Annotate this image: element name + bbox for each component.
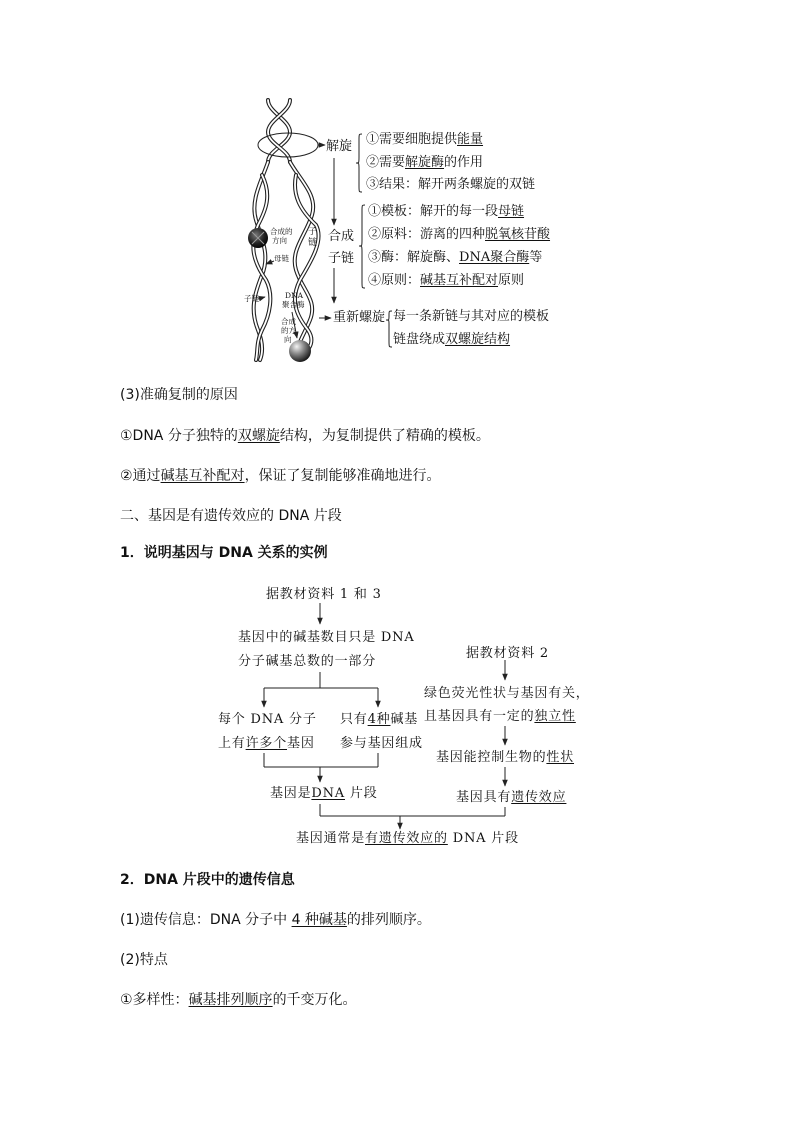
flow-keyword: 独立性 (534, 709, 576, 724)
accuracy-point (120, 469, 441, 483)
flow-base-fraction: 分子碱基总数的一部分 (238, 654, 377, 669)
flow-four-bases (340, 713, 418, 726)
flow-keyword: 4种 (367, 712, 391, 727)
flow-text: 基因 (287, 736, 315, 751)
line-text: ①多样性： (120, 992, 189, 1008)
flow-text: 基因能控制生物的 (436, 750, 547, 765)
point-text: ①DNA 分子独特的 (120, 428, 238, 444)
helix-label-direction: 向 (284, 335, 292, 344)
flow-conclusion (296, 832, 519, 845)
item-keyword: 能量 (457, 132, 484, 147)
item-text: 每一条新链与其对应的模板 (393, 309, 550, 324)
flow-keyword: 遗传效应 (511, 790, 567, 805)
flow-four-bases: 参与基因组成 (340, 736, 423, 751)
helix-label-direction: 合成的 (270, 227, 293, 236)
helix-label-direction: 方向 (272, 236, 287, 245)
point-text: ，保证了复制能够准确地进行。 (244, 468, 441, 484)
flow-base-fraction: 基因中的碱基数目只是 DNA (238, 630, 415, 645)
item-text: 链盘绕成 (393, 332, 446, 347)
flow-text: 上有 (218, 736, 246, 751)
item-text: ②需要 (366, 155, 406, 170)
unwinding-brace (356, 134, 362, 192)
flow-gfp-independence (424, 710, 576, 723)
flow-genetic-effect (456, 791, 566, 804)
helix-label-daughter-strand: 子 (308, 227, 318, 237)
helix-label-daughter-strand: 链 (308, 238, 318, 248)
point-text: 结构，为复制提供了精确的模板。 (279, 428, 490, 444)
synthesis-item (368, 228, 550, 241)
line-keyword: 4 种碱基 (291, 912, 347, 928)
flow-text: 基因是 (270, 786, 312, 801)
helix-label-dna-polymerase: 聚合酶 (282, 300, 305, 309)
item-text: ②原料：游离的四种 (368, 227, 486, 242)
helix-label-direction: 合成 (281, 317, 296, 326)
accuracy-heading: (3)准确复制的原因 (120, 387, 238, 403)
synthesis-item (368, 205, 524, 218)
item-text: 等 (529, 250, 543, 265)
item-keyword: 脱氧核苷酸 (485, 227, 551, 242)
flow-controls-traits (436, 751, 574, 764)
polymerase-sphere (289, 340, 311, 362)
unwinding-title: 解旋 (326, 139, 353, 154)
features-heading: (2)特点 (120, 952, 168, 968)
item-text: ①需要细胞提供 (366, 132, 458, 147)
item-text: 的作用 (444, 155, 484, 170)
unwinding-item (366, 133, 483, 146)
subheading: 2．DNA 片段中的遗传信息 (120, 872, 295, 888)
helix-label-parent-strand: 母链 (274, 254, 289, 263)
item-text: ④原则： (368, 273, 421, 288)
flow-source-1-3: 据教材资料 1 和 3 (266, 587, 382, 602)
flow-gfp-independence: 绿色荧光性状与基因有关， (424, 686, 590, 701)
accuracy-point (120, 429, 490, 443)
unwinding-item (366, 156, 483, 169)
synthesis-brace (359, 205, 365, 288)
subheading: 1．说明基因与 DNA 关系的实例 (120, 545, 328, 561)
diversity-line (120, 993, 357, 1007)
line-keyword: 碱基排列顺序 (188, 992, 273, 1008)
flow-text: 基因通常是 (296, 831, 366, 846)
item-keyword: 双螺旋结构 (445, 332, 511, 347)
rewinding-item (393, 333, 510, 346)
genetic-info-line (120, 913, 431, 927)
item-keyword: 碱基互补配对 (420, 273, 499, 288)
point-keyword: 碱基互补配对 (160, 468, 245, 484)
line-text: (1)遗传信息：DNA 分子中 (120, 912, 292, 928)
rewinding-item (393, 310, 549, 323)
flow-text: DNA 片段 (447, 831, 519, 846)
line-text: 的排列顺序。 (346, 912, 431, 928)
item-keyword: 母链 (498, 204, 525, 219)
helix-label-dna-polymerase: DNA (285, 291, 303, 300)
flow-text: 片段 (345, 786, 378, 801)
section-heading: 二、基因是有遗传效应的 DNA 片段 (120, 508, 342, 524)
flow-text: 只有 (340, 712, 368, 727)
flow-text: 碱基 (390, 712, 419, 727)
item-keyword: DNA聚合酶 (459, 250, 530, 265)
flow-text: 基因具有 (456, 790, 512, 805)
flow-text: 且基因具有一定的 (424, 709, 535, 724)
synthesis-item (368, 251, 542, 264)
synthesis-title: 合成 (328, 229, 355, 244)
synthesis-item (368, 274, 524, 287)
synthesis-title: 子链 (328, 251, 355, 266)
line-text: 的千变万化。 (272, 992, 357, 1008)
rewinding-brace (386, 311, 392, 347)
unwinding-item (366, 178, 535, 191)
flow-keyword: 有遗传效应的 (365, 831, 448, 846)
item-keyword: 解旋酶 (405, 155, 445, 170)
daughter-strand-pointer (258, 297, 265, 299)
flow-source-2: 据教材资料 2 (466, 646, 550, 661)
item-text: ③结果：解开两条螺旋的双链 (366, 177, 536, 192)
flow-keyword: DNA (311, 786, 345, 801)
item-text: 原则 (498, 273, 525, 288)
flow-gene-is-dna-segment (270, 787, 378, 800)
helix-label-direction: 的方 (281, 326, 296, 335)
point-keyword: 双螺旋 (237, 428, 280, 444)
flow-keyword: 性状 (546, 750, 575, 765)
flow-many-genes (218, 737, 315, 750)
item-text: ③酶：解旋酶、 (368, 250, 460, 265)
flow-many-genes: 每个 DNA 分子 (218, 712, 317, 727)
item-text: ①模板：解开的每一段 (368, 204, 499, 219)
flow-keyword: 许多个 (245, 736, 288, 751)
rewinding-title: 重新螺旋 (333, 310, 386, 325)
point-text: ②通过 (120, 468, 161, 484)
helix-label-daughter-strand: 子链 (244, 294, 259, 303)
